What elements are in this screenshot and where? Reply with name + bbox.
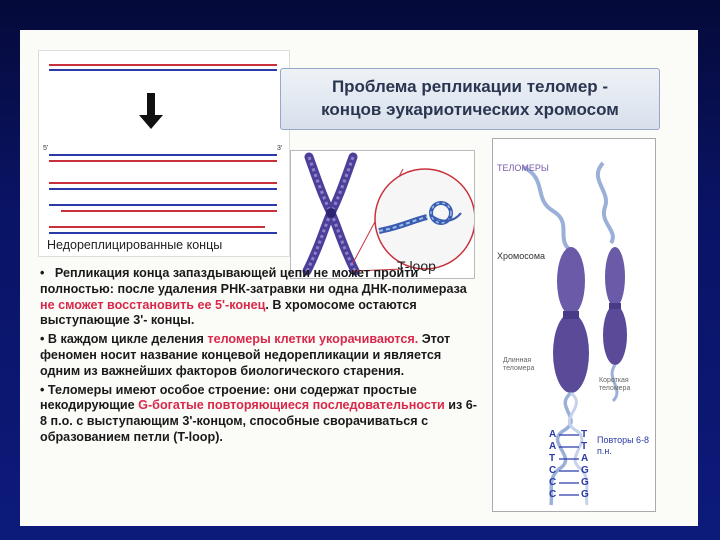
- tloop-label: T-loop: [397, 258, 436, 274]
- bullet-3-tail: из 6-8 п.о. с выступающим 3'-концом, способные сворачиваться с образованием петли (T-loop).: [40, 398, 477, 444]
- title-line-1: Проблема репликации теломер -: [331, 77, 609, 96]
- base-left: C: [549, 477, 557, 488]
- bullet-1-text: Репликация конца запаздывающей цепи не может пройти полностью: после удаления РНК-затравки ни одна ДНК-полимераза: [40, 266, 467, 296]
- base-right: G: [581, 477, 589, 488]
- telomere-diagram: [492, 138, 656, 512]
- chromosome-label: Хромосома: [497, 251, 546, 261]
- dna-strands-graphic: [39, 51, 289, 256]
- five-prime-mark: 5': [43, 145, 49, 152]
- repeats-label: Повторы 6-8 п.н.: [597, 435, 650, 456]
- bullet-2-text: В каждом цикле деления: [47, 332, 208, 347]
- base-right: G: [581, 465, 589, 476]
- telomeres-label: ТЕЛОМЕРЫ: [497, 163, 549, 173]
- base-left: A: [549, 441, 557, 452]
- bullet-list: [40, 266, 482, 449]
- title-line-2: концов эукариотических хромосом: [321, 100, 619, 119]
- short-telomere-label: Короткая теломера: [599, 377, 631, 392]
- slide-title: [280, 68, 660, 130]
- base-right: T: [581, 429, 588, 440]
- base-left: C: [549, 489, 557, 500]
- strand-diagram: [38, 50, 290, 257]
- bullet-1: [40, 266, 482, 329]
- bullet-3-highlight: G-богатые повторяющиеся последовательности: [138, 398, 445, 413]
- bullet-marker: •: [40, 266, 45, 280]
- bullet-1-highlight: не сможет восстановить ее 5'-конец: [40, 297, 266, 312]
- tloop-diagram: [290, 150, 475, 279]
- three-prime-mark: 3': [277, 145, 283, 152]
- bullet-3-text: Теломеры имеют особое строение: они содержат простые некодирующие: [40, 382, 417, 413]
- bullet-2-tail: Этот феномен носит название концевой недорепликации и является одним из важнейших факторов биологического старения.: [40, 332, 451, 378]
- base-left: A: [549, 429, 557, 440]
- bullet-1-tail: . В хромосоме остаются выступающие 3'- концы.: [40, 297, 417, 328]
- bullet-marker: •: [40, 332, 45, 347]
- slide: [20, 30, 698, 526]
- bullet-marker: •: [40, 382, 45, 397]
- bullet-2: [40, 332, 482, 379]
- base-right: T: [581, 441, 588, 452]
- long-telomere-label: Длинная теломера: [503, 357, 535, 372]
- base-left: T: [549, 453, 556, 464]
- chromosome-tloop-graphic: [291, 151, 474, 278]
- base-left: C: [549, 465, 557, 476]
- underreplicated-ends-caption: Недореплицированные концы: [47, 238, 223, 252]
- base-right: G: [581, 489, 589, 500]
- base-right: A: [581, 453, 589, 464]
- bullet-3: [40, 383, 482, 446]
- bullet-2-highlight: теломеры клетки укорачиваются.: [207, 332, 419, 347]
